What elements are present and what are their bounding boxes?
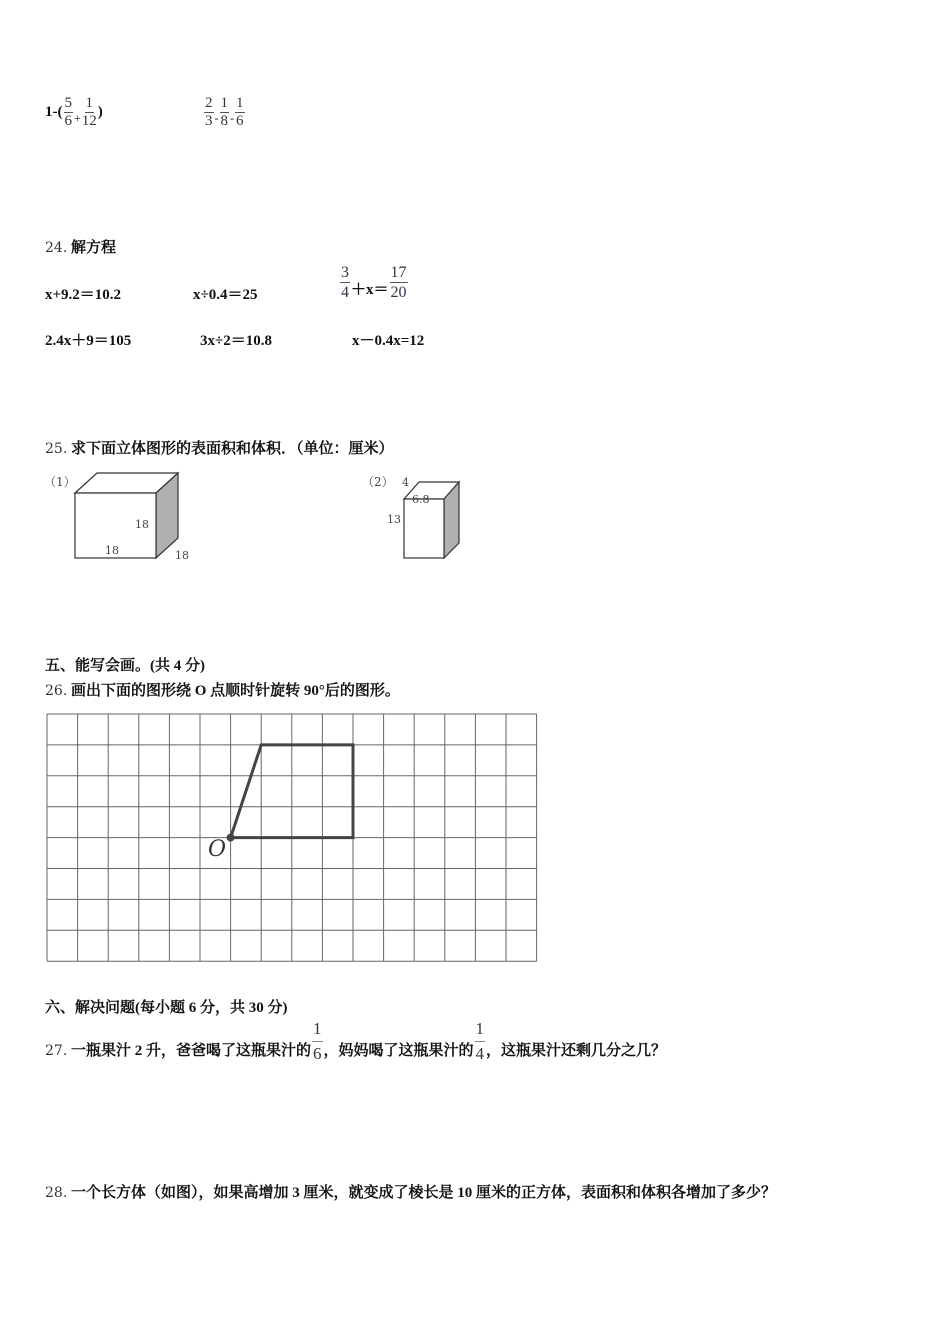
denominator: 6 (64, 113, 72, 129)
denominator: 3 (205, 113, 213, 129)
figure-1-depth-label: 18 (175, 549, 189, 562)
numerator: 1 (236, 95, 244, 111)
denominator: 8 (220, 113, 228, 129)
equation-1: x+9.2＝10.2 (45, 287, 122, 303)
numerator: 1 (220, 95, 228, 111)
expression-2 (203, 96, 246, 129)
figure-1-height-label: 18 (135, 518, 149, 531)
question-text: 解方程 (71, 240, 117, 256)
denominator: 6 (313, 1044, 322, 1063)
fraction (220, 96, 230, 129)
fraction (204, 96, 214, 129)
denominator: 12 (81, 113, 97, 129)
fraction (340, 264, 350, 301)
figure-2-width-label: 6.8 (412, 493, 430, 506)
equation-middle: ＋x＝ (351, 281, 389, 298)
fraction (312, 1020, 323, 1063)
operator: - (230, 110, 234, 125)
question-text-part: 一瓶果汁 2 升，爸爸喝了这瓶果汁的 (71, 1042, 312, 1059)
question-text-part: ，这瓶果汁还剩几分之几？ (486, 1042, 667, 1059)
fraction (82, 96, 97, 129)
question-25-title (45, 437, 394, 458)
equation-6: x－0.4x=12 (352, 333, 425, 349)
pivot-label: O (208, 837, 227, 862)
question-text: 一个长方体（如图），如果高增加 3 厘米，就变成了棱长是 10 厘米的正方体，表面积和体积各增加了多少？ (71, 1185, 777, 1201)
operator: + (74, 110, 81, 125)
numerator: 17 (390, 264, 407, 281)
numerator: 1 (475, 1020, 486, 1042)
question-text-part: ，妈妈喝了这瓶果汁的 (323, 1042, 474, 1059)
question-number: 26. (45, 683, 68, 699)
question-number: 25. (45, 441, 68, 457)
question-number: 28. (45, 1185, 68, 1201)
section-6-title: 六、解决问题(每小题 6 分，共 30 分) (45, 1000, 288, 1016)
question-24-title (45, 236, 116, 257)
equation-5: 3x÷2＝10.8 (200, 333, 272, 349)
figure-1-label: （1） (44, 475, 76, 489)
equation-4: 2.4x＋9＝105 (45, 333, 132, 349)
denominator: 6 (236, 113, 244, 129)
fraction (475, 1020, 486, 1063)
fraction (235, 96, 245, 129)
figure-2-height-label: 13 (387, 513, 401, 526)
question-28 (45, 1181, 776, 1202)
fraction (64, 96, 74, 129)
equation-2: x÷0.4＝25 (193, 287, 258, 303)
numerator: 3 (341, 264, 349, 281)
denominator: 4 (341, 284, 349, 301)
numerator: 5 (64, 95, 72, 111)
numerator: 2 (205, 95, 213, 111)
numerator: 1 (85, 95, 94, 111)
figure-2-label: （2） (362, 475, 394, 489)
question-text: 求下面立体图形的表面积和体积．（单位：厘米） (71, 441, 394, 457)
section-5-title: 五、能写会画。(共 4 分) (45, 658, 205, 674)
expr-suffix: ) (97, 104, 103, 120)
question-27 (45, 1020, 666, 1063)
operator: - (214, 110, 219, 125)
question-number: 27. (45, 1042, 68, 1059)
denominator: 4 (475, 1044, 485, 1063)
equation-3 (339, 264, 409, 301)
rotation-grid (40, 708, 545, 970)
expression-1 (45, 96, 103, 129)
pivot-point (227, 834, 235, 842)
numerator: 1 (312, 1020, 323, 1042)
question-text: 画出下面的图形绕 O 点顺时针旋转 90°后的图形。 (71, 683, 400, 699)
fraction (390, 264, 408, 301)
question-26-title (45, 679, 400, 700)
expr-prefix: 1-( (45, 104, 63, 120)
figure-2-depth-label: 4 (402, 476, 409, 489)
denominator: 20 (390, 284, 407, 301)
question-number: 24. (45, 240, 68, 256)
figure-1-length-label: 18 (105, 544, 119, 557)
